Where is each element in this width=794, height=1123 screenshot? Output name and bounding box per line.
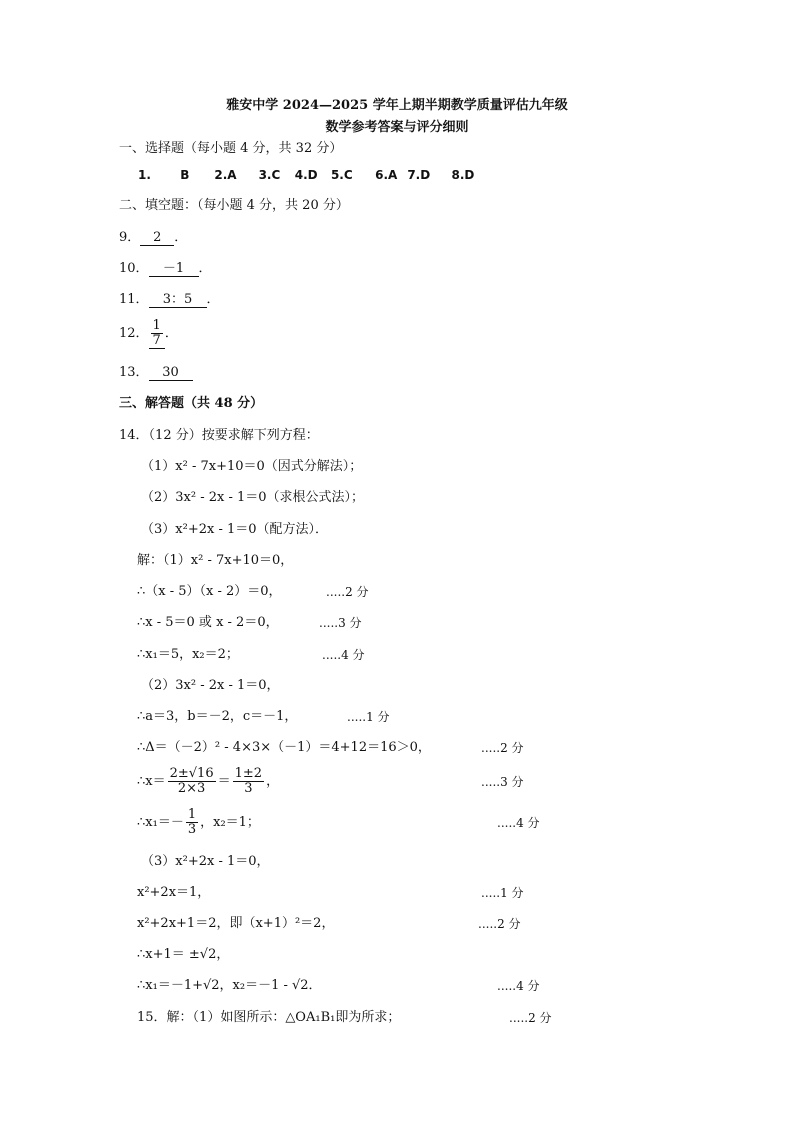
fraction-denominator: 7 bbox=[152, 332, 161, 348]
q14-stem: 14．（12 分）按要求解下列方程： bbox=[119, 428, 319, 443]
solution-step: ∴x＝ $\frac{2\pm√16}{2\times 3}$ ＝ $\frac{1\pm 2}{3}$ ， bbox=[137, 766, 280, 796]
solution-step: ∴a＝3，b＝－2，c＝－1， bbox=[137, 709, 298, 724]
q14-solution-3-head: （3）x²+2x - 1＝0， bbox=[141, 854, 270, 869]
solution-step: ∴x₁＝5，x₂＝2； bbox=[137, 647, 239, 662]
score-mark: .....2 分 bbox=[478, 917, 521, 931]
mc-answer: 7.D bbox=[407, 168, 431, 182]
score-mark: .....2 分 bbox=[481, 741, 524, 755]
item-number: 11． bbox=[119, 292, 149, 307]
score-mark: .....1 分 bbox=[481, 886, 524, 900]
solution-step: x²+2x＝1， bbox=[137, 885, 211, 900]
solution-step: x²+2x+1＝2，即（x+1）²＝2， bbox=[137, 916, 335, 931]
item-number: 10． bbox=[119, 261, 149, 276]
fraction bbox=[186, 808, 198, 837]
mc-answer: 4.D bbox=[294, 168, 318, 182]
score-mark: .....4 分 bbox=[322, 648, 365, 662]
page-title: 雅安中学 2024—2025 学年上期半期教学质量评估九年级 bbox=[226, 98, 568, 113]
item-end: ． bbox=[174, 230, 188, 245]
mc-answer: 8.D bbox=[451, 168, 475, 182]
solution-step: ∴x₁＝－1+√2，x₂＝－1 - √2． bbox=[137, 978, 322, 993]
mc-answer: B bbox=[180, 168, 190, 182]
fraction-numerator: 1 bbox=[152, 317, 161, 333]
fraction-denominator: 3 bbox=[244, 781, 253, 796]
q14-part1: （1）x² - 7x+10＝0（因式分解法）； bbox=[141, 459, 363, 474]
item-end: ． bbox=[206, 292, 220, 307]
fill-item-10 bbox=[119, 260, 212, 278]
section2-heading: 二、填空题：（每小题 4 分，共 20 分） bbox=[119, 198, 349, 213]
solution-step: ∴x - 5＝0 或 x - 2＝0， bbox=[137, 615, 279, 630]
fill-item-11 bbox=[119, 291, 220, 309]
score-mark: .....3 分 bbox=[481, 775, 524, 789]
section3-heading: 三、解答题（共 48 分） bbox=[119, 396, 264, 411]
section1-heading: 一、选择题（每小题 4 分，共 32 分） bbox=[119, 141, 343, 156]
mc-answer: 6.A bbox=[375, 168, 398, 182]
score-mark: .....1 分 bbox=[347, 710, 390, 724]
fill-item-9 bbox=[119, 229, 187, 247]
solution-step bbox=[137, 806, 260, 840]
item-end: ． bbox=[164, 326, 178, 341]
score-mark: .....3 分 bbox=[319, 616, 362, 630]
fraction-denominator: 3 bbox=[187, 822, 197, 837]
mc-answer: 1. bbox=[138, 168, 151, 182]
q14-solution-1-head: 解：（1）x² - 7x+10＝0， bbox=[137, 553, 294, 568]
fraction-numerator: 1±2 bbox=[234, 766, 263, 781]
item-end: ． bbox=[198, 261, 212, 276]
fraction bbox=[233, 767, 264, 796]
q14-part3: （3）x²+2x - 1＝0（配方法）． bbox=[141, 522, 329, 537]
score-mark: .....4 分 bbox=[497, 979, 540, 993]
formula-prefix: ∴x₁＝－ bbox=[137, 815, 184, 830]
fraction-numerator: 2±√16 bbox=[169, 766, 214, 781]
fill-item-13 bbox=[119, 364, 193, 382]
score-mark: .....2 分 bbox=[509, 1011, 552, 1025]
solution-step: ∴Δ＝（－2）² - 4×3×（－1）＝4+12＝16＞0， bbox=[137, 740, 431, 755]
fraction-denominator: 2×3 bbox=[177, 781, 206, 796]
fill-answer: 3：5 bbox=[149, 293, 207, 308]
fill-answer: 30 bbox=[149, 366, 193, 381]
page-subtitle: 数学参考答案与评分细则 bbox=[325, 120, 469, 135]
mc-answers bbox=[138, 166, 482, 184]
mc-answer: 5.C bbox=[330, 168, 353, 182]
fraction bbox=[168, 767, 216, 796]
q14-part2: （2）3x² - 2x - 1＝0（求根公式法）； bbox=[141, 490, 365, 505]
fraction bbox=[151, 319, 163, 348]
formula-prefix: ∴x＝ bbox=[137, 774, 166, 789]
item-number: 9． bbox=[119, 230, 141, 245]
fill-item-12 bbox=[119, 318, 178, 350]
score-mark: .....2 分 bbox=[326, 585, 369, 599]
score-mark: .....4 分 bbox=[497, 816, 540, 830]
mc-answer: 3.C bbox=[258, 168, 281, 182]
formula-suffix: ，x₂＝1； bbox=[200, 815, 260, 830]
item-number: 13． bbox=[119, 365, 149, 380]
solution-step: ∴x+1＝ ±√2， bbox=[137, 947, 230, 962]
mc-answer: 2.A bbox=[214, 168, 237, 182]
solution-step: ∴（x - 5）（x - 2）＝0， bbox=[137, 584, 282, 599]
item-number: 12． bbox=[119, 326, 149, 341]
q14-solution-2-head: （2）3x² - 2x - 1＝0， bbox=[141, 678, 280, 693]
fill-answer: 2 bbox=[140, 231, 174, 246]
fill-answer: －1 bbox=[149, 262, 199, 277]
fraction-numerator: 1 bbox=[187, 807, 197, 822]
q15-line: 15．解：（1）如图所示：△OA₁B₁即为所求； bbox=[137, 1010, 401, 1025]
